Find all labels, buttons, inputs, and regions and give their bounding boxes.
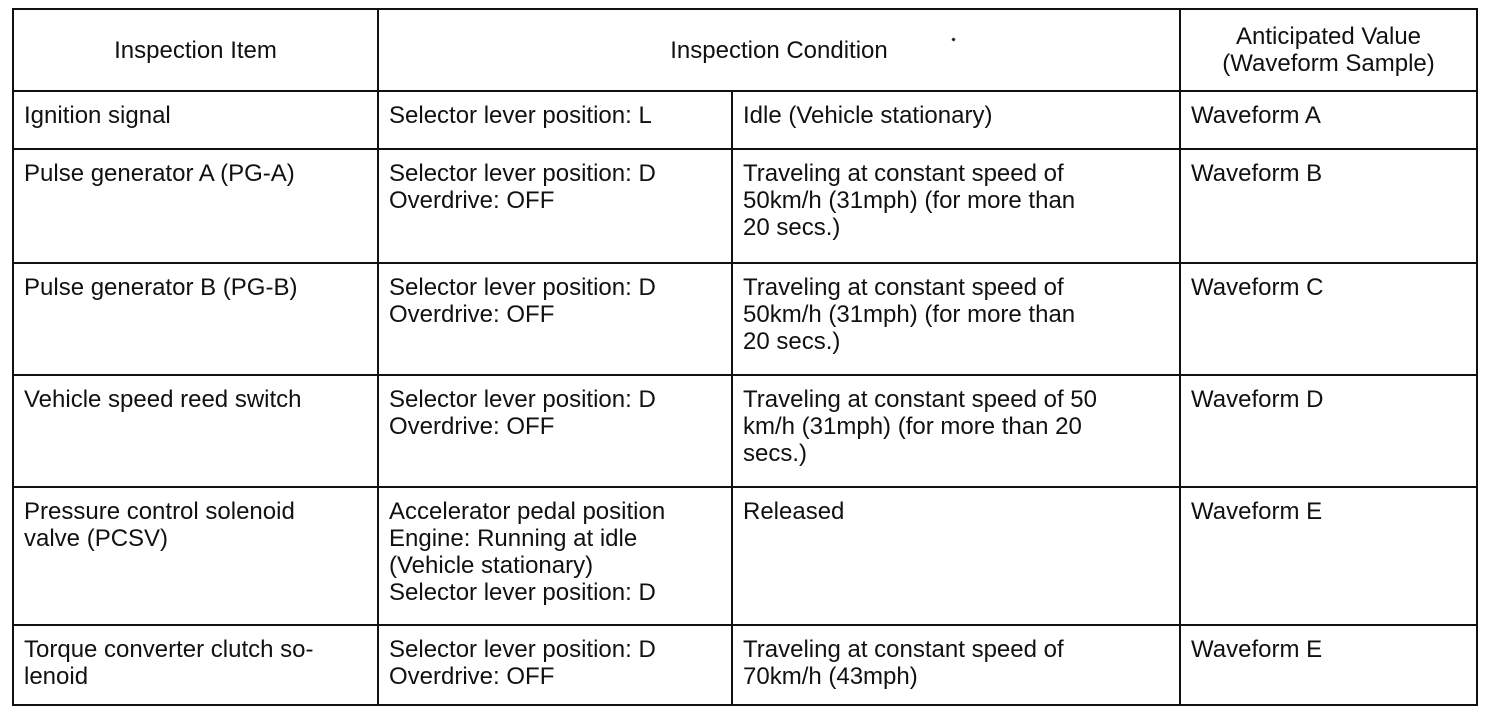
cell-condition-a: Selector lever position: D Overdrive: OFF xyxy=(378,625,732,705)
header-inspection-item: Inspection Item xyxy=(13,9,378,91)
table-row xyxy=(13,375,1477,487)
table-header-row xyxy=(13,9,1477,91)
cell-item: Pressure control solenoid valve (PCSV) xyxy=(13,487,378,625)
cell-item: Vehicle speed reed switch xyxy=(13,375,378,487)
table-row xyxy=(13,263,1477,375)
cell-condition-a: Selector lever position: D Overdrive: OFF xyxy=(378,149,732,263)
table-row xyxy=(13,91,1477,149)
cell-item: Torque converter clutch so- lenoid xyxy=(13,625,378,705)
cell-condition-b: Traveling at constant speed of 70km/h (43mph) xyxy=(732,625,1180,705)
table-row xyxy=(13,487,1477,625)
cell-item: Pulse generator B (PG-B) xyxy=(13,263,378,375)
cell-condition-a: Selector lever position: D Overdrive: OFF xyxy=(378,375,732,487)
header-inspection-condition: Inspection Condition xyxy=(378,9,1180,91)
cell-condition-b: Released xyxy=(732,487,1180,625)
cell-item: Ignition signal xyxy=(13,91,378,149)
cell-condition-a: Accelerator pedal position Engine: Running at idle (Vehicle stationary) Selector lever position: D xyxy=(378,487,732,625)
cell-condition-a: Selector lever position: D Overdrive: OFF xyxy=(378,263,732,375)
cell-value: Waveform C xyxy=(1180,263,1477,375)
cell-condition-b: Traveling at constant speed of 50km/h (31mph) (for more than 20 secs.) xyxy=(732,263,1180,375)
table-row xyxy=(13,625,1477,705)
cell-condition-a: Selector lever position: L xyxy=(378,91,732,149)
inspection-table-container xyxy=(12,8,1476,706)
cell-condition-b: Idle (Vehicle stationary) xyxy=(732,91,1180,149)
cell-condition-b: Traveling at constant speed of 50km/h (31mph) (for more than 20 secs.) xyxy=(732,149,1180,263)
cell-item: Pulse generator A (PG-A) xyxy=(13,149,378,263)
cell-value: Waveform D xyxy=(1180,375,1477,487)
inspection-table xyxy=(12,8,1478,706)
header-anticipated-value: Anticipated Value (Waveform Sample) xyxy=(1180,9,1477,91)
cell-value: Waveform E xyxy=(1180,487,1477,625)
table-row xyxy=(13,149,1477,263)
cell-value: Waveform A xyxy=(1180,91,1477,149)
cell-condition-b: Traveling at constant speed of 50 km/h (31mph) (for more than 20 secs.) xyxy=(732,375,1180,487)
cell-value: Waveform B xyxy=(1180,149,1477,263)
cell-value: Waveform E xyxy=(1180,625,1477,705)
